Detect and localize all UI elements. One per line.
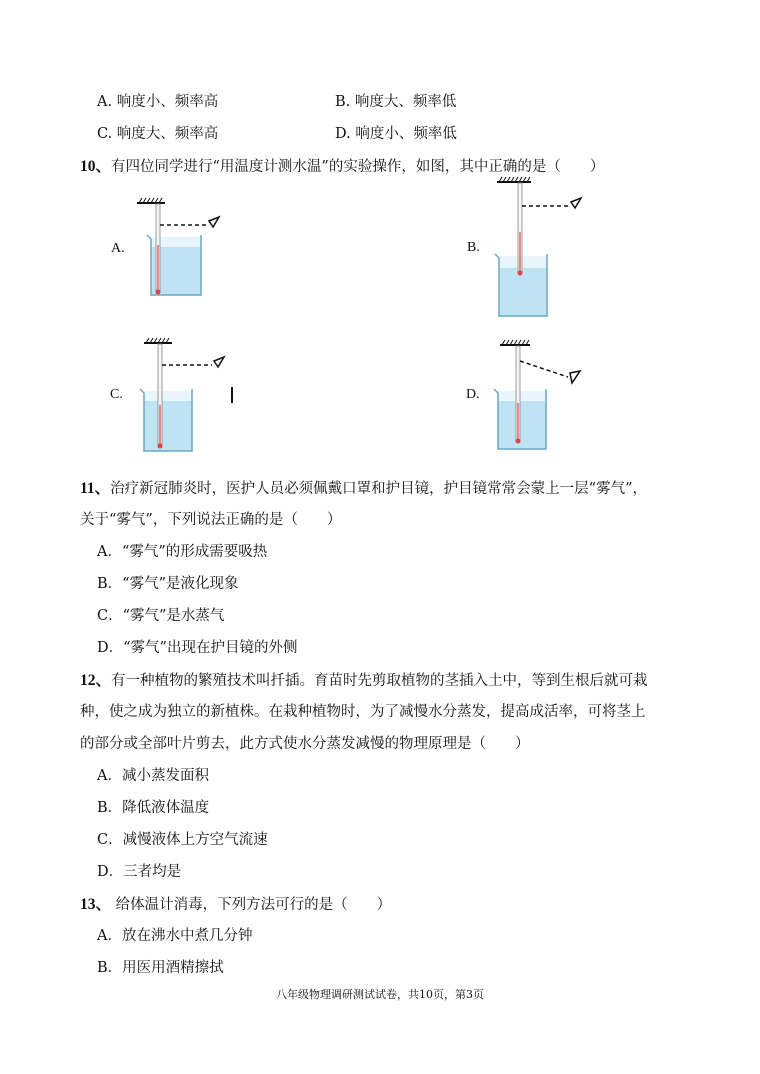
- question-12: [80, 668, 648, 690]
- thermometer-beaker-diagram: [108, 335, 248, 455]
- q13-option-a: A．放在沸水中煮几分钟: [97, 928, 253, 944]
- figure-label: D.: [466, 387, 480, 402]
- question-number: 10、: [80, 158, 112, 175]
- question-number: 13、: [80, 896, 112, 913]
- figure-a: [105, 195, 235, 305]
- q11-option-c: C．“雾气”是水蒸气: [97, 608, 225, 624]
- question-number: 12、: [80, 672, 112, 689]
- q9-option-c: C. 响度大、频率高: [97, 126, 219, 142]
- q13-option-b: B．用医用酒精擦拭: [97, 960, 224, 976]
- page-footer: 八年级物理调研测试试卷，共10页，第3页: [276, 988, 484, 1001]
- question-text: 治疗新冠肺炎时，医护人员必须佩戴口罩和护目镜，护目镜常常会蒙上一层“雾气”，: [110, 481, 647, 497]
- question-text: 关于“雾气”，下列说法正确的是（ ）: [80, 512, 342, 528]
- question-number: 11、: [80, 480, 111, 497]
- q12-option-c: C．减慢液体上方空气流速: [97, 832, 268, 848]
- q9-option-b: B. 响度大、频率低: [335, 94, 457, 110]
- thermometer-beaker-diagram: [105, 195, 235, 305]
- figure-d: [464, 335, 604, 455]
- figure-label: A.: [111, 241, 125, 256]
- figure-label: C.: [110, 387, 123, 402]
- q9-option-d: D. 响度小、频率低: [335, 126, 457, 142]
- question-11: [80, 476, 647, 498]
- q11-option-b: B．“雾气”是液化现象: [97, 576, 239, 592]
- question-text: 种，使之成为独立的新植株。在栽种植物时，为了减慢水分蒸发，提高成活率，可将茎上: [80, 704, 646, 720]
- question-13: [80, 892, 391, 914]
- question-text: 给体温计消毒，下列方法可行的是（ ）: [111, 897, 392, 913]
- q12-option-a: A．减小蒸发面积: [97, 768, 209, 784]
- question-text: 有四位同学进行“用温度计测水温”的实验操作，如图，其中正确的是（ ）: [111, 159, 605, 175]
- figure-label: B.: [467, 240, 480, 255]
- thermometer-beaker-diagram: [464, 335, 604, 455]
- figure-b: [463, 172, 603, 322]
- q9-option-a: A. 响度小、频率高: [97, 94, 219, 110]
- q12-option-b: B．降低液体温度: [97, 800, 210, 816]
- thermometer-beaker-diagram: [463, 172, 603, 322]
- figure-c: [108, 335, 248, 455]
- question-text: 有一种植物的繁殖技术叫扦插。育苗时先剪取植物的茎插入土中，等到生根后就可栽: [111, 673, 648, 689]
- question-text: 的部分或全部叶片剪去，此方式使水分蒸发减慢的物理原理是（ ）: [80, 736, 530, 752]
- q11-option-d: D．“雾气”出现在护目镜的外侧: [97, 640, 298, 656]
- q11-option-a: A．“雾气”的形成需要吸热: [97, 544, 268, 560]
- q12-option-d: D．三者均是: [97, 864, 182, 880]
